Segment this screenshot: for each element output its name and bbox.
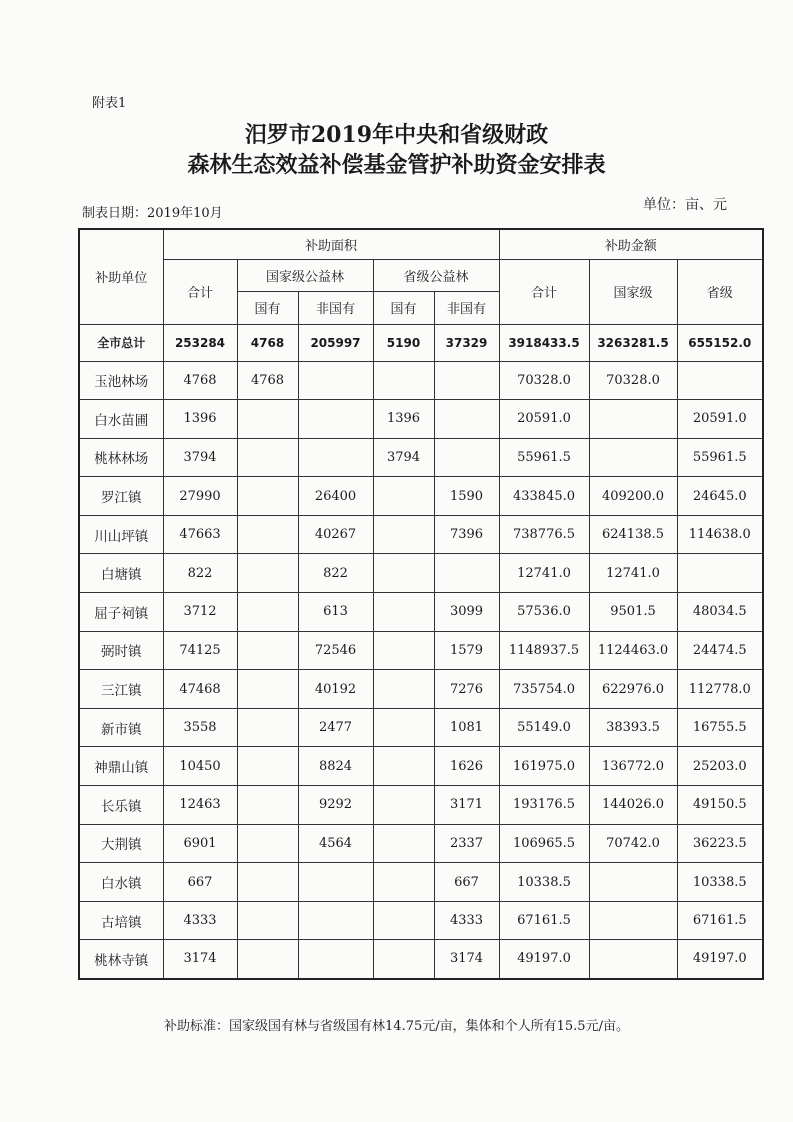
value-cell-prov-state: 5190: [373, 324, 434, 361]
header-provincial-state: 国有: [373, 291, 434, 324]
value-cell-nat-state: [237, 863, 298, 902]
value-cell-prov-state: [373, 554, 434, 593]
value-cell-total: 1396: [163, 400, 237, 439]
unit-name-cell: 川山坪镇: [79, 515, 163, 554]
unit-name-cell: 弼时镇: [79, 631, 163, 670]
header-area: 补助面积: [163, 229, 499, 259]
header-national: 国家级公益林: [237, 259, 373, 291]
value-cell-nat-state: [237, 631, 298, 670]
table-row: [79, 400, 763, 439]
value-cell-nat-state: [237, 786, 298, 825]
value-cell-nat-state: 4768: [237, 324, 298, 361]
value-cell-total: 4768: [163, 361, 237, 400]
value-cell-prov-non: 1081: [434, 708, 499, 747]
value-cell-total: 3794: [163, 438, 237, 477]
value-cell-nat-non: 613: [298, 593, 373, 632]
attachment-label: 附表1: [92, 96, 127, 111]
value-cell-amt-nat: 622976.0: [589, 670, 677, 709]
header-amount-provincial: 省级: [677, 259, 763, 324]
value-cell-nat-state: [237, 940, 298, 979]
value-cell-amt-total: 57536.0: [499, 593, 589, 632]
value-cell-total: 47468: [163, 670, 237, 709]
value-cell-nat-state: [237, 515, 298, 554]
value-cell-amt-prov: 24645.0: [677, 477, 763, 516]
value-cell-amt-total: 3918433.5: [499, 324, 589, 361]
value-cell-prov-state: [373, 940, 434, 979]
value-cell-amt-prov: [677, 361, 763, 400]
value-cell-amt-nat: [589, 438, 677, 477]
value-cell-nat-non: 4564: [298, 824, 373, 863]
value-cell-prov-non: [434, 400, 499, 439]
value-cell-prov-state: [373, 786, 434, 825]
value-cell-amt-prov: 114638.0: [677, 515, 763, 554]
value-cell-prov-non: [434, 554, 499, 593]
value-cell-amt-prov: 10338.5: [677, 863, 763, 902]
value-cell-nat-non: 822: [298, 554, 373, 593]
value-cell-prov-non: 3171: [434, 786, 499, 825]
value-cell-amt-prov: 20591.0: [677, 400, 763, 439]
value-cell-amt-nat: [589, 940, 677, 979]
header-national-state: 国有: [237, 291, 298, 324]
value-cell-prov-non: 1590: [434, 477, 499, 516]
value-cell-amt-total: 12741.0: [499, 554, 589, 593]
value-cell-prov-state: [373, 477, 434, 516]
value-cell-nat-non: 8824: [298, 747, 373, 786]
value-cell-amt-nat: 3263281.5: [589, 324, 677, 361]
unit-name-cell: 新市镇: [79, 708, 163, 747]
table-row: [79, 438, 763, 477]
value-cell-amt-prov: 25203.0: [677, 747, 763, 786]
value-cell-nat-non: [298, 940, 373, 979]
value-cell-amt-nat: [589, 863, 677, 902]
table-row: [79, 554, 763, 593]
value-cell-amt-total: 70328.0: [499, 361, 589, 400]
value-cell-amt-total: 1148937.5: [499, 631, 589, 670]
value-cell-amt-total: 738776.5: [499, 515, 589, 554]
unit-name-cell: 古培镇: [79, 901, 163, 940]
unit-name-cell: 全市总计: [79, 324, 163, 361]
value-cell-amt-total: 433845.0: [499, 477, 589, 516]
value-cell-prov-non: [434, 438, 499, 477]
value-cell-amt-prov: 655152.0: [677, 324, 763, 361]
table-row: [79, 747, 763, 786]
value-cell-prov-state: [373, 824, 434, 863]
header-amount: 补助金额: [499, 229, 763, 259]
value-cell-total: 74125: [163, 631, 237, 670]
value-cell-amt-total: 161975.0: [499, 747, 589, 786]
value-cell-prov-non: [434, 361, 499, 400]
value-cell-nat-non: 205997: [298, 324, 373, 361]
value-cell-amt-prov: 24474.5: [677, 631, 763, 670]
unit-name-cell: 大荆镇: [79, 824, 163, 863]
unit-name-cell: 屈子祠镇: [79, 593, 163, 632]
value-cell-prov-non: 3174: [434, 940, 499, 979]
value-cell-prov-state: [373, 901, 434, 940]
value-cell-amt-prov: 16755.5: [677, 708, 763, 747]
value-cell-nat-non: [298, 438, 373, 477]
title-line-1: 汨罗市2019年中央和省级财政: [244, 122, 549, 148]
value-cell-amt-nat: 409200.0: [589, 477, 677, 516]
value-cell-total: 47663: [163, 515, 237, 554]
value-cell-nat-state: [237, 708, 298, 747]
value-cell-amt-total: 49197.0: [499, 940, 589, 979]
value-cell-amt-total: 193176.5: [499, 786, 589, 825]
value-cell-total: 27990: [163, 477, 237, 516]
value-cell-amt-prov: 55961.5: [677, 438, 763, 477]
value-cell-nat-state: [237, 824, 298, 863]
value-cell-amt-nat: 70742.0: [589, 824, 677, 863]
value-cell-total: 10450: [163, 747, 237, 786]
header-area-total: 合计: [163, 259, 237, 324]
value-cell-nat-state: [237, 400, 298, 439]
value-cell-total: 253284: [163, 324, 237, 361]
value-cell-prov-non: 1626: [434, 747, 499, 786]
value-cell-nat-non: 40192: [298, 670, 373, 709]
value-cell-prov-non: 37329: [434, 324, 499, 361]
subsidy-table: [78, 228, 764, 980]
unit-name-cell: 玉池林场: [79, 361, 163, 400]
value-cell-nat-non: 9292: [298, 786, 373, 825]
value-cell-nat-state: [237, 901, 298, 940]
value-cell-nat-state: [237, 593, 298, 632]
value-cell-nat-non: [298, 901, 373, 940]
value-cell-nat-state: [237, 670, 298, 709]
unit-name-cell: 三江镇: [79, 670, 163, 709]
value-cell-total: 4333: [163, 901, 237, 940]
unit-name-cell: 罗江镇: [79, 477, 163, 516]
value-cell-prov-non: 7276: [434, 670, 499, 709]
value-cell-nat-non: 26400: [298, 477, 373, 516]
value-cell-prov-state: [373, 361, 434, 400]
value-cell-amt-prov: 49197.0: [677, 940, 763, 979]
value-cell-nat-non: [298, 400, 373, 439]
table-row: [79, 786, 763, 825]
value-cell-amt-prov: 112778.0: [677, 670, 763, 709]
value-cell-prov-state: [373, 863, 434, 902]
table-row: [79, 361, 763, 400]
value-cell-total: 3712: [163, 593, 237, 632]
unit-name-cell: 神鼎山镇: [79, 747, 163, 786]
unit-name-cell: 白水苗圃: [79, 400, 163, 439]
value-cell-amt-nat: 624138.5: [589, 515, 677, 554]
table-row: [79, 708, 763, 747]
unit-label: 单位：亩、元: [643, 197, 727, 213]
value-cell-amt-nat: 70328.0: [589, 361, 677, 400]
table-row: [79, 477, 763, 516]
unit-name-cell: 白塘镇: [79, 554, 163, 593]
value-cell-total: 822: [163, 554, 237, 593]
value-cell-prov-non: 4333: [434, 901, 499, 940]
header-amount-total: 合计: [499, 259, 589, 324]
header-amount-national: 国家级: [589, 259, 677, 324]
value-cell-prov-non: 3099: [434, 593, 499, 632]
table-row: [79, 593, 763, 632]
value-cell-amt-prov: [677, 554, 763, 593]
unit-name-cell: 桃林寺镇: [79, 940, 163, 979]
unit-name-cell: 桃林林场: [79, 438, 163, 477]
value-cell-amt-total: 55961.5: [499, 438, 589, 477]
header-provincial: 省级公益林: [373, 259, 499, 291]
value-cell-amt-nat: [589, 400, 677, 439]
value-cell-prov-state: [373, 747, 434, 786]
value-cell-amt-nat: 144026.0: [589, 786, 677, 825]
value-cell-amt-total: 735754.0: [499, 670, 589, 709]
table-row: [79, 863, 763, 902]
value-cell-amt-nat: [589, 901, 677, 940]
value-cell-amt-total: 55149.0: [499, 708, 589, 747]
value-cell-amt-total: 10338.5: [499, 863, 589, 902]
value-cell-nat-non: 2477: [298, 708, 373, 747]
table-row: [79, 940, 763, 979]
header-national-non-state: 非国有: [298, 291, 373, 324]
value-cell-amt-prov: 36223.5: [677, 824, 763, 863]
value-cell-prov-state: [373, 631, 434, 670]
value-cell-prov-non: 667: [434, 863, 499, 902]
title-line-2: 森林生态效益补偿基金管护补助资金安排表: [187, 152, 606, 178]
header-unit: 补助单位: [79, 229, 163, 324]
value-cell-nat-state: 4768: [237, 361, 298, 400]
made-date: 制表日期：2019年10月: [82, 206, 223, 221]
value-cell-total: 3558: [163, 708, 237, 747]
value-cell-amt-prov: 49150.5: [677, 786, 763, 825]
footnote: 补助标准：国家级国有林与省级国有林14.75元/亩，集体和个人所有15.5元/亩。: [164, 1019, 629, 1034]
value-cell-amt-prov: 48034.5: [677, 593, 763, 632]
value-cell-nat-state: [237, 438, 298, 477]
value-cell-amt-prov: 67161.5: [677, 901, 763, 940]
value-cell-amt-nat: 136772.0: [589, 747, 677, 786]
value-cell-nat-state: [237, 477, 298, 516]
value-cell-prov-non: 2337: [434, 824, 499, 863]
value-cell-prov-state: 1396: [373, 400, 434, 439]
table-row: [79, 631, 763, 670]
value-cell-prov-state: [373, 593, 434, 632]
table-row: [79, 824, 763, 863]
value-cell-amt-nat: 12741.0: [589, 554, 677, 593]
value-cell-nat-non: 40267: [298, 515, 373, 554]
value-cell-nat-non: 72546: [298, 631, 373, 670]
value-cell-amt-nat: 9501.5: [589, 593, 677, 632]
table-row: [79, 901, 763, 940]
value-cell-total: 667: [163, 863, 237, 902]
value-cell-total: 12463: [163, 786, 237, 825]
value-cell-amt-total: 20591.0: [499, 400, 589, 439]
value-cell-amt-total: 106965.5: [499, 824, 589, 863]
value-cell-nat-non: [298, 863, 373, 902]
value-cell-prov-state: 3794: [373, 438, 434, 477]
total-row: [79, 324, 763, 361]
value-cell-nat-non: [298, 361, 373, 400]
value-cell-total: 6901: [163, 824, 237, 863]
value-cell-amt-total: 67161.5: [499, 901, 589, 940]
header-provincial-non-state: 非国有: [434, 291, 499, 324]
table-row: [79, 670, 763, 709]
value-cell-nat-state: [237, 554, 298, 593]
value-cell-amt-nat: 1124463.0: [589, 631, 677, 670]
value-cell-amt-nat: 38393.5: [589, 708, 677, 747]
value-cell-prov-state: [373, 708, 434, 747]
value-cell-nat-state: [237, 747, 298, 786]
value-cell-prov-state: [373, 670, 434, 709]
value-cell-total: 3174: [163, 940, 237, 979]
unit-name-cell: 白水镇: [79, 863, 163, 902]
unit-name-cell: 长乐镇: [79, 786, 163, 825]
value-cell-prov-non: 7396: [434, 515, 499, 554]
value-cell-prov-state: [373, 515, 434, 554]
value-cell-prov-non: 1579: [434, 631, 499, 670]
table-row: [79, 515, 763, 554]
